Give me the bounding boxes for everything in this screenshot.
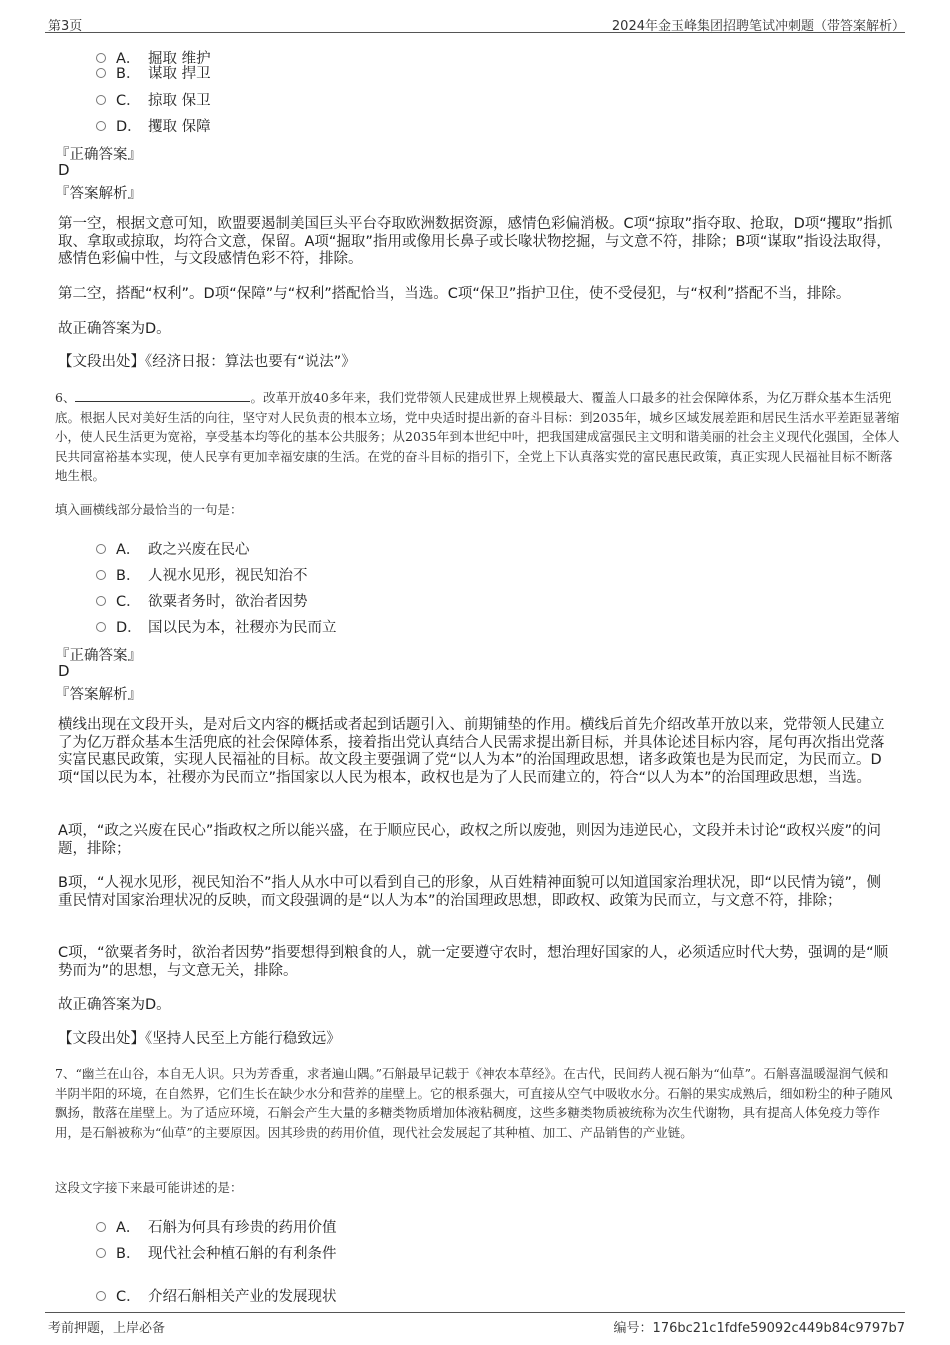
q7-option-b[interactable]: B． 现代社会种植石斛的有利条件 — [96, 1242, 337, 1263]
q5-analysis-paragraph: 第二空，搭配“权利”。D项“保障”与“权利”搭配恰当，当选。C项“保卫”指护卫住，使不受侵犯，与“权利”搭配不当，排除。 — [58, 286, 851, 302]
q6-analysis-paragraph: B项，“人视水见形，视民知治不”指人从水中可以看到自己的形象，从百姓精神面貌可以知道国家治理状况，即“以民情为镜”，侧重民情对国家治理状况的反映，而文段强调的是“以人为本”的治国理政思想，即政权、政策为民而立，与文意不符，排除； — [58, 875, 881, 909]
q7-prompt: 这段文字接下来最可能讲述的是： — [55, 1180, 243, 1195]
q5-source: 【文段出处】《经济日报：算法也要有“说法”》 — [58, 354, 356, 370]
radio-icon[interactable] — [96, 121, 106, 131]
q5-option-c[interactable]: C． 掠取 保卫 — [96, 89, 211, 110]
q6-source: 【文段出处】《坚持人民至上方能行稳致远》 — [58, 1031, 341, 1047]
q6-option-a[interactable]: A． 政之兴废在民心 — [96, 538, 250, 559]
q5-option-b[interactable]: B． 谋取 捍卫 — [96, 62, 211, 83]
fill-blank — [75, 390, 250, 402]
footer-slogan: 考前押题，上岸必备 — [48, 1321, 166, 1336]
radio-icon[interactable] — [96, 1248, 106, 1258]
q5-answer-label: 『正确答案』 — [55, 147, 142, 163]
page-header — [45, 12, 905, 33]
q7-question-text: 7、“幽兰在山谷，本自无人识。只为芳香重，求者遍山隅。”石斛最早记载于《神农本草经》。在古代，民间药人视石斛为“仙草”。石斛喜温暖湿润气候和半阴半阳的环境，在自然界，它们生长在缺少水分和营养的崖壁上。它的根系强大，可直接从空气中吸收水分。石斛的果实成熟后，细如粉尘的种子随风飘扬，散落在崖壁上。为了适应环境，石斛会产生大量的多糖类物质增加体液粘稠度，这些多糖类物质被统称为次生代谢物，具有提高人体免疫力等作用，是石斛被称为“仙草”的主要原因。因其珍贵的药用价值，现代社会发展起了其种植、加工、产品销售的产业链。 — [55, 1066, 893, 1140]
radio-icon[interactable] — [96, 570, 106, 580]
radio-icon[interactable] — [96, 68, 106, 78]
q6-question-text: 6、 。改革开放40多年来，我们党带领人民建成世界上规模最大、覆盖人口最多的社会保障体系，为亿万群众基本生活兜底。根据人民对美好生活的向往，坚守对人民负责的根本立场，党中央适时提出新的奋斗目标：到2035年，城乡区域发展差距和居民生活水平差距显著缩小，使人民生活更为宽裕，享受基本均等化的基本公共服务；从2035年到本世纪中叶，把我国建成富强民主文明和谐美丽的社会主义现代化强国，全体人民共同富裕基本实现，使人民享有更加幸福安康的生活。在党的奋斗目标的指引下，全党上下认真落实党的富民惠民政策，真正实现人民福祉目标不断落地生根。 — [55, 390, 900, 483]
q5-option-d[interactable]: D． 攫取 保障 — [96, 115, 211, 136]
q6-analysis-paragraph: A项，“政之兴废在民心”指政权之所以能兴盛，在于顺应民心，政权之所以废弛，则因为违逆民心，文段并未讨论“政权兴废”的问题，排除； — [58, 823, 881, 857]
q7-option-c[interactable]: C． 介绍石斛相关产业的发展现状 — [96, 1285, 337, 1306]
q6-option-c[interactable]: C． 欲粟者务时，欲治者因势 — [96, 590, 308, 611]
radio-icon[interactable] — [96, 1222, 106, 1232]
radio-icon[interactable] — [96, 544, 106, 554]
q6-prompt: 填入画横线部分最恰当的一句是： — [55, 502, 243, 517]
q6-analysis-paragraph: C项，“欲粟者务时，欲治者因势”指要想得到粮食的人，就一定要遵守农时，想治理好国家的人，必须适应时代大势，强调的是“顺势而为”的思想，与文意无关，排除。 — [58, 945, 889, 979]
document-title: 2024年金玉峰集团招聘笔试冲刺题（带答案解析） — [611, 19, 905, 34]
radio-icon[interactable] — [96, 95, 106, 105]
q6-analysis-paragraph: 横线出现在文段开头，是对后文内容的概括或者起到话题引入、前期铺垫的作用。横线后首先介绍改革开放以来，党带领人民建立了为亿万群众基本生活兜底的社会保障体系，接着指出党认真结合人民需求提出新目标，并具体论述目标内容，尾句再次指出党落实富民惠民政策，实现人民福祉的目标。故文段主要强调了党“以人为本”的治国理政思想，诸多政策也是为民而定，为民而立。D项“国以民为本，社稷亦为民而立”指国家以人民为根本，政权也是为了人民而建立的，符合“以人为本”的治国理政思想，当选。 — [58, 717, 885, 786]
page-number: 第3页 — [48, 19, 83, 34]
q6-option-b[interactable]: B． 人视水见形，视民知治不 — [96, 564, 308, 585]
q6-analysis-paragraph: 故正确答案为D。 — [58, 997, 171, 1013]
q5-option-a[interactable]: A． 掘取 维护 — [96, 47, 211, 68]
q6-option-d[interactable]: D． 国以民为本，社稷亦为民而立 — [96, 616, 337, 637]
q5-analysis-paragraph: 第一空，根据文意可知，欧盟要遏制美国巨头平台夺取欧洲数据资源，感情色彩偏消极。C项“掠取”指夺取、抢取，D项“攫取”指抓取、拿取或掠取，均符合文意，保留。A项“掘取”指用或像用长鼻子或长喙状物挖掘，与文意不符，排除；B项“谋取”指设法取得，感情色彩偏中性，与文段感情色彩不符，排除。 — [58, 216, 893, 267]
q5-answer: D — [58, 161, 70, 179]
q5-analysis-paragraph: 故正确答案为D。 — [58, 321, 171, 337]
q5-analysis-label: 『答案解析』 — [55, 186, 142, 202]
q6-answer-label: 『正确答案』 — [55, 648, 142, 664]
q6-answer: D — [58, 662, 70, 680]
page-footer — [45, 1312, 905, 1335]
document-id: 编号：176bc21c1fdfe59092c449b84c9797b7 — [613, 1321, 905, 1336]
radio-icon[interactable] — [96, 622, 106, 632]
q6-analysis-label: 『答案解析』 — [55, 687, 142, 703]
radio-icon[interactable] — [96, 596, 106, 606]
radio-icon[interactable] — [96, 1291, 106, 1301]
q7-option-a[interactable]: A． 石斛为何具有珍贵的药用价值 — [96, 1216, 337, 1237]
